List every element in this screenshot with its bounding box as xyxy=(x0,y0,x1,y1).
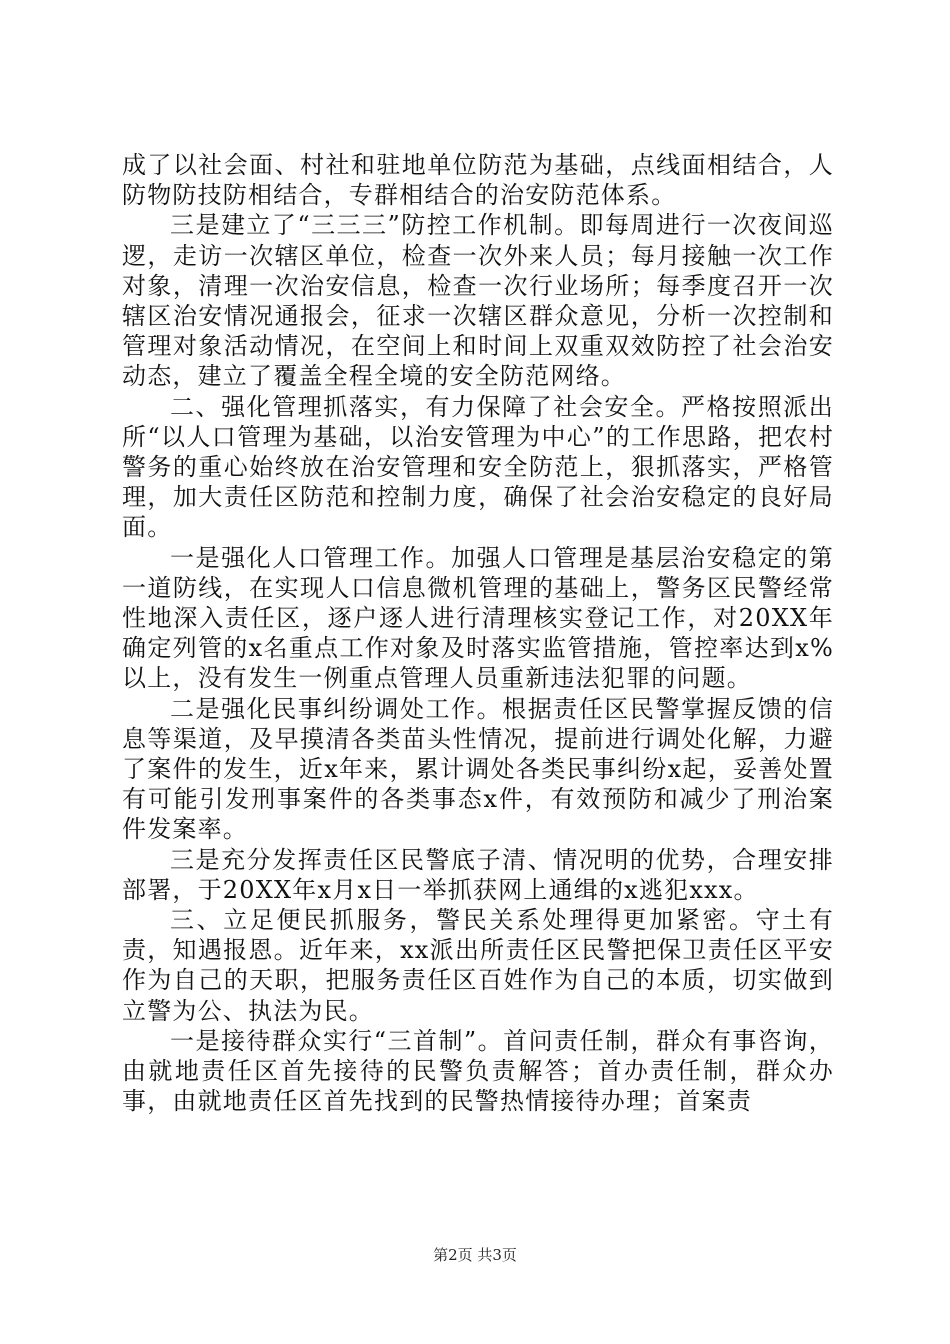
paragraph-three-first-system: 一是接待群众实行“三首制”。首问责任制，群众有事咨询，由就地责任区首先接待的民警负责解答；首办责任制，群众办事，由就地责任区首先找到的民警热情接待办理；首案责 xyxy=(122,1026,834,1116)
paragraph-service-section: 三、立足便民抓服务，警民关系处理得更加紧密。守土有责，知遇报恩。近年来，xx派出所责任区民警把保卫责任区平安作为自己的天职，把服务责任区百姓作为自己的本质，切实做到立警为公、执法为民。 xyxy=(122,906,834,1025)
page-number-footer: 第2页 共3页 xyxy=(433,1246,517,1264)
paragraph-dispute-mediation: 二是强化民事纠纷调处工作。根据责任区民警掌握反馈的信息等渠道，及早摸清各类苗头性情况，提前进行调处化解，力避了案件的发生，近x年来，累计调处各类民事纠纷x起，妥善处置有可能引发刑事案件的各类事态x件，有效预防和减少了刑治案件发案率。 xyxy=(122,694,834,844)
paragraph-fugitive-capture: 三是充分发挥责任区民警底子清、情况明的优势，合理安排部署，于20XX年x月x日一举抓获网上通缉的x逃犯xxx。 xyxy=(122,845,834,904)
paragraph-population-management: 一是强化人口管理工作。加强人口管理是基层治安稳定的第一道防线，在实现人口信息微机管理的基础上，警务区民警经常性地深入责任区，逐户逐人进行清理核实登记工作，对20XX年确定列管的x名重点工作对象及时落实监管措施，管控率达到x%以上，没有发生一例重点管理人员重新违法犯罪的问题。 xyxy=(122,543,834,693)
paragraph-management-section: 二、强化管理抓落实，有力保障了社会安全。严格按照派出所“以人口管理为基础，以治安管理为中心”的工作思路，把农村警务的重心始终放在治安管理和安全防范上，狠抓落实，严格管理，加大责任区防范和控制力度，确保了社会治安稳定的良好局面。 xyxy=(122,392,834,542)
paragraph-prevention-mechanism: 三是建立了“三三三”防控工作机制。即每周进行一次夜间巡逻，走访一次辖区单位，检查一次外来人员；每月接触一次工作对象，清理一次治安信息，检查一次行业场所；每季度召开一次辖区治安情况通报会，征求一次辖区群众意见，分析一次控制和管理对象活动情况，在空间上和时间上双重双效防控了社会治安动态，建立了覆盖全程全境的安全防范网络。 xyxy=(122,211,834,391)
paragraph-continuation: 成了以社会面、村社和驻地单位防范为基础，点线面相结合，人防物防技防相结合，专群相结合的治安防范体系。 xyxy=(122,151,834,210)
document-body xyxy=(122,150,834,1117)
